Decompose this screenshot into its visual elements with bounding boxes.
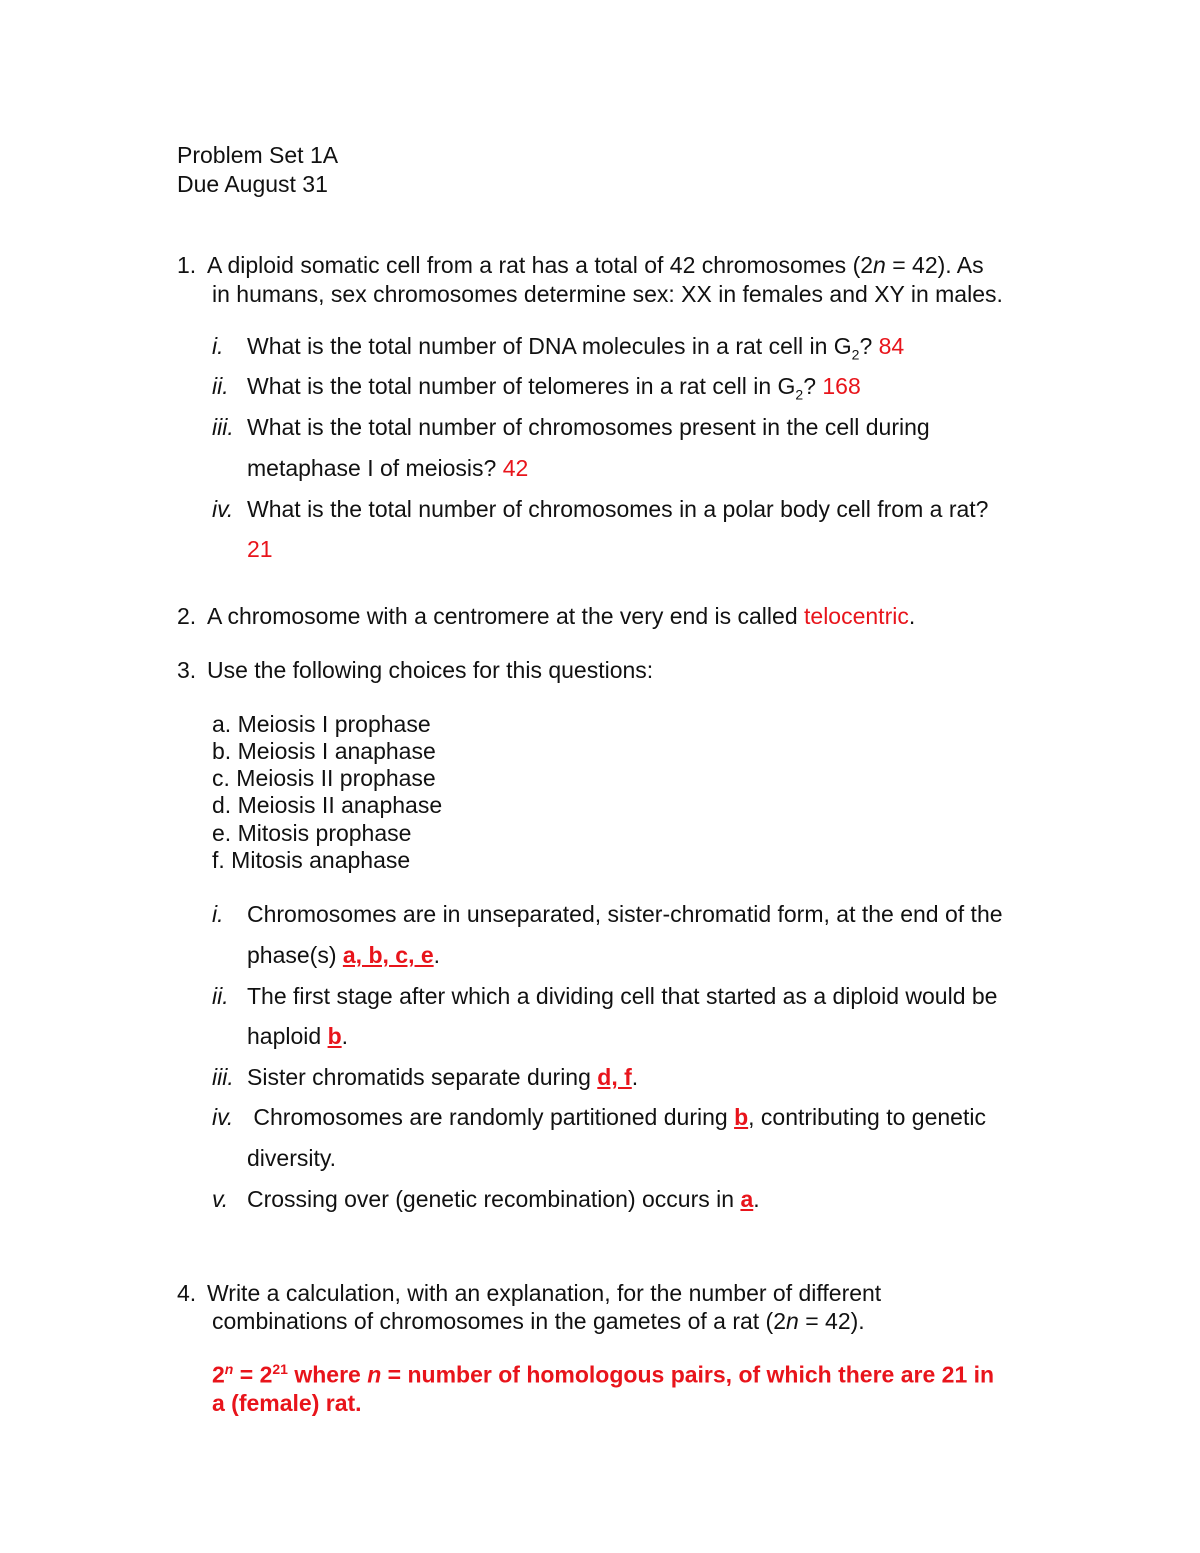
choice-a: a. Meiosis I prophase bbox=[212, 711, 431, 737]
q1-text: A diploid somatic cell from a rat has a total of 42 chromosomes (2 bbox=[207, 252, 874, 278]
q1-sub-i: i. What is the total number of DNA molecules in a rat cell in $G_2$? 84 bbox=[212, 333, 905, 363]
answer: a, b, c, e bbox=[342, 942, 434, 968]
answer: 42 bbox=[502, 455, 529, 481]
answer: b bbox=[734, 1104, 749, 1130]
q3-sub-ii: ii. The first stage after which a dividing cell that started as a diploid would be bbox=[212, 983, 998, 1009]
q3-sub-iv-line2: diversity. bbox=[247, 1145, 337, 1171]
due-date: Due August 31 bbox=[177, 171, 328, 197]
q4-line2: combinations of chromosomes in the gametes of a rat (2n = 42). bbox=[212, 1308, 865, 1334]
answer: 21 bbox=[247, 536, 273, 562]
answer: b bbox=[327, 1023, 342, 1049]
q4-answer: $2^n = 2^{21}$ where n = number of homologous pairs, of which there are 21 in bbox=[212, 1361, 995, 1388]
choice-e: e. Mitosis prophase bbox=[212, 820, 412, 846]
q3-sub-v: v. Crossing over (genetic recombination) occurs in a. bbox=[212, 1186, 760, 1212]
question-2: 2. A chromosome with a centromere at the very end is called telocentric. bbox=[177, 603, 916, 629]
answer: a bbox=[740, 1186, 754, 1212]
answer: telocentric bbox=[804, 603, 909, 629]
q1-sub-iii: iii. What is the total number of chromosomes present in the cell during bbox=[212, 414, 930, 440]
choice-b: b. Meiosis I anaphase bbox=[212, 738, 436, 764]
q3-sub-iv: iv. Chromosomes are randomly partitioned during b, contributing to genetic bbox=[212, 1104, 986, 1130]
choice-c: c. Meiosis II prophase bbox=[212, 765, 436, 791]
question-number: 1. bbox=[177, 252, 197, 278]
answer: d, f bbox=[597, 1064, 632, 1090]
q1-sub-iv: iv. What is the total number of chromosomes in a polar body cell from a rat? bbox=[212, 496, 989, 522]
question-3: 3. Use the following choices for this questions: bbox=[177, 657, 654, 683]
answer: 84 bbox=[878, 333, 905, 359]
question-1: 1. A diploid somatic cell from a rat has a total of 42 chromosomes (2n = 42). As bbox=[177, 252, 984, 278]
q4-answer-line2: a (female) rat. bbox=[212, 1390, 362, 1416]
q3-sub-ii-line2: haploid b. bbox=[247, 1023, 349, 1049]
q1-sub-ii: ii. What is the total number of telomeres in a rat cell in $G_2$? 168 bbox=[212, 373, 861, 403]
q1-text-line2: in humans, sex chromosomes determine sex: XX in females and XY in males. bbox=[212, 281, 1003, 307]
q3-sub-i-line2: phase(s) a, b, c, e. bbox=[247, 942, 441, 968]
question-4: 4. Write a calculation, with an explanation, for the number of different bbox=[177, 1280, 882, 1306]
q1-sub-iii-line2: metaphase I of meiosis? 42 bbox=[247, 455, 529, 481]
choice-f: f. Mitosis anaphase bbox=[212, 847, 411, 873]
q3-sub-iii: iii. Sister chromatids separate during d, f. bbox=[212, 1064, 639, 1090]
page-title: Problem Set 1A bbox=[177, 142, 339, 168]
answer: 168 bbox=[822, 373, 861, 399]
choice-d: d. Meiosis II anaphase bbox=[212, 792, 443, 818]
q3-sub-i: i. Chromosomes are in unseparated, sister-chromatid form, at the end of the bbox=[212, 901, 1003, 927]
